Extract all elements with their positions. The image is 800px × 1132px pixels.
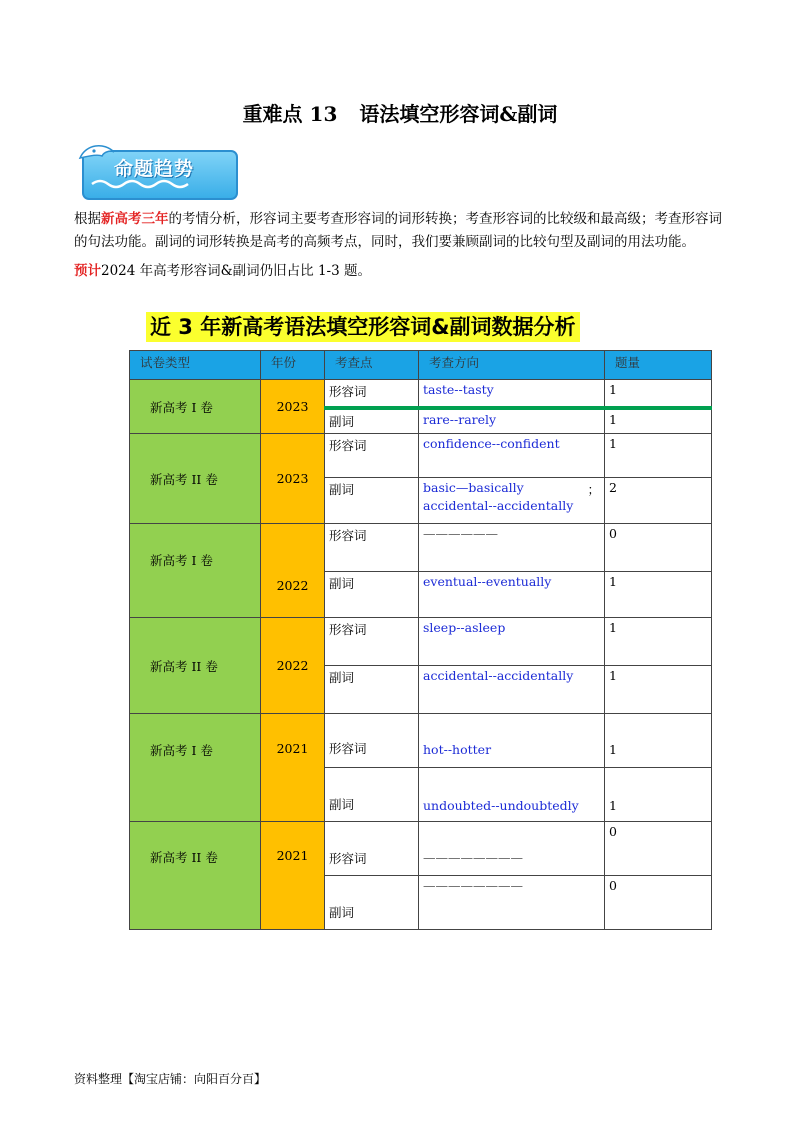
- cell-point: 副词: [325, 478, 419, 524]
- cell-count: 0: [605, 822, 712, 876]
- intro-paragraph-2: 预计2024 年高考形容词&副词仍旧占比 1-3 题。: [74, 263, 371, 279]
- header-direction: 考查方向: [419, 351, 605, 380]
- cell-direction: ————————: [419, 822, 605, 876]
- header-year: 年份: [261, 351, 325, 380]
- table-header-row: [130, 351, 712, 380]
- section-badge: [74, 140, 236, 202]
- cell-point: 副词: [325, 666, 419, 714]
- cell-year: 2023: [261, 434, 325, 524]
- table-row: [130, 380, 712, 408]
- header-count: 题量: [605, 351, 712, 380]
- table-row: [130, 524, 712, 572]
- cell-type: 新高考 II 卷: [130, 822, 261, 930]
- title-topic: 语法填空形容词&副词: [359, 102, 558, 126]
- cell-count: 2: [605, 478, 712, 524]
- table-row: [130, 714, 712, 768]
- table-title: 近 3 年新高考语法填空形容词&副词数据分析: [146, 312, 580, 342]
- cell-type: 新高考 I 卷: [130, 380, 261, 434]
- cell-direction: rare--rarely: [419, 408, 605, 434]
- table-row: [130, 822, 712, 876]
- cell-point: 形容词: [325, 714, 419, 768]
- cell-count: 1: [605, 408, 712, 434]
- cell-direction: taste--tasty: [419, 380, 605, 408]
- page-title: [0, 98, 800, 127]
- page-footer: 资料整理【淘宝店铺：向阳百分百】: [74, 1072, 267, 1086]
- cell-year: 2022: [261, 524, 325, 618]
- header-point: 考查点: [325, 351, 419, 380]
- cell-direction: accidental--accidentally: [419, 666, 605, 714]
- cell-count: 1: [605, 434, 712, 478]
- cell-point: 形容词: [325, 618, 419, 666]
- cell-year: 2023: [261, 380, 325, 434]
- cell-count: 0: [605, 524, 712, 572]
- cell-count: 1: [605, 618, 712, 666]
- table-row: [130, 434, 712, 478]
- cell-type: 新高考 II 卷: [130, 434, 261, 524]
- cell-count: 1: [605, 714, 712, 768]
- table-row: [130, 618, 712, 666]
- cell-count: 1: [605, 768, 712, 822]
- cell-point: 副词: [325, 876, 419, 930]
- cell-count: 1: [605, 380, 712, 408]
- cell-direction: ————————: [419, 876, 605, 930]
- cell-year: 2021: [261, 822, 325, 930]
- cell-point: 形容词: [325, 380, 419, 408]
- cell-point: 形容词: [325, 434, 419, 478]
- cell-direction: ——————: [419, 524, 605, 572]
- cell-point: 副词: [325, 408, 419, 434]
- cell-point: 副词: [325, 572, 419, 618]
- title-number: 重难点 13: [242, 102, 338, 126]
- cell-type: 新高考 I 卷: [130, 714, 261, 822]
- cell-year: 2021: [261, 714, 325, 822]
- cell-point: 形容词: [325, 524, 419, 572]
- header-type: 试卷类型: [130, 351, 261, 380]
- cell-count: 0: [605, 876, 712, 930]
- cell-point: 副词: [325, 768, 419, 822]
- cell-count: 1: [605, 666, 712, 714]
- cell-count: 1: [605, 572, 712, 618]
- data-table: [129, 350, 712, 930]
- cell-direction: eventual--eventually: [419, 572, 605, 618]
- badge-label: 命题趋势: [114, 158, 195, 180]
- cell-direction: undoubted--undoubtedly: [419, 768, 605, 822]
- cell-direction: confidence--confident: [419, 434, 605, 478]
- cell-point: 形容词: [325, 822, 419, 876]
- cell-direction: hot--hotter: [419, 714, 605, 768]
- cell-year: 2022: [261, 618, 325, 714]
- intro-paragraph-1: 根据新高考三年的考情分析，形容词主要考查形容词的词形转换；考查形容词的比较级和最高级；考查形容词的句法功能。副词的词形转换是高考的高频考点，同时，我们要兼顾副词的比较句型及副词的用法功能。: [74, 211, 722, 250]
- cell-direction: basic—basically ； accidental--accidentally: [419, 478, 605, 524]
- cell-type: 新高考 II 卷: [130, 618, 261, 714]
- cell-type: 新高考 I 卷: [130, 524, 261, 618]
- cell-direction: sleep--asleep: [419, 618, 605, 666]
